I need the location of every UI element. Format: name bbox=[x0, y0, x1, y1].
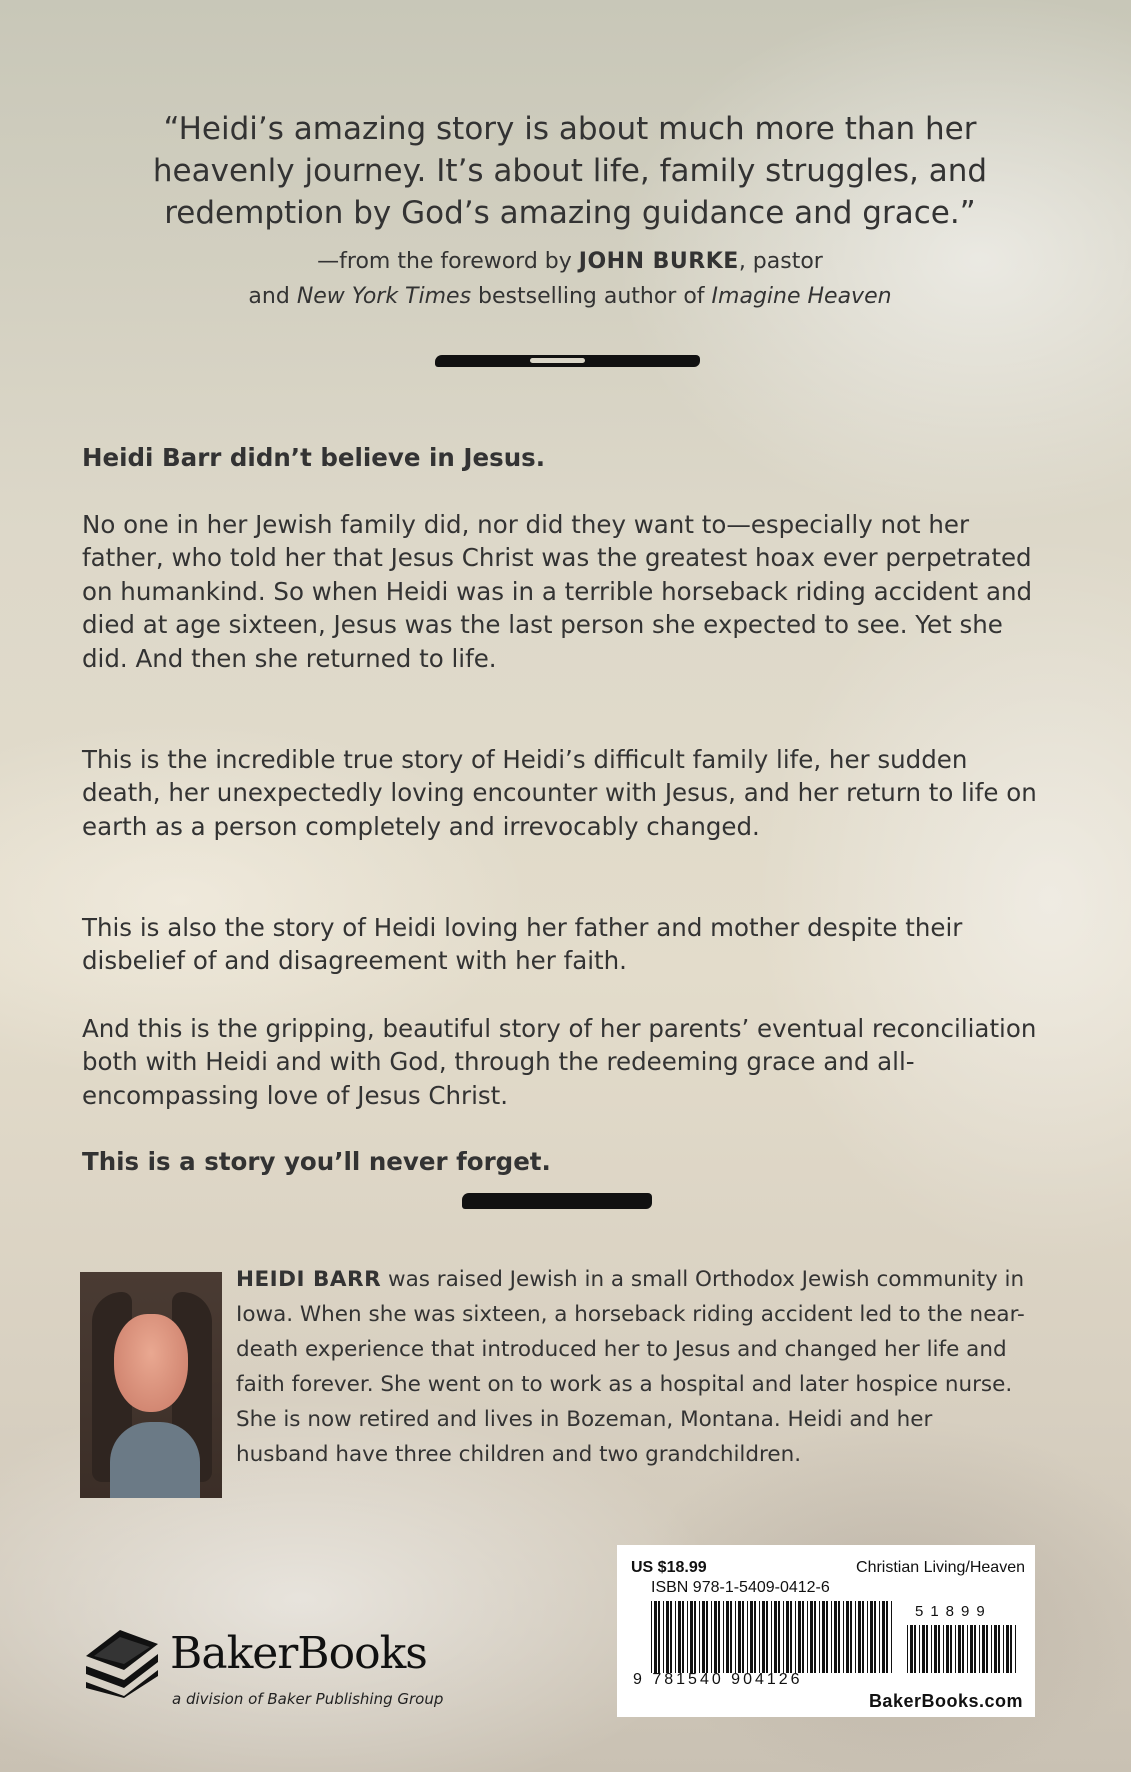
lead-sentence: Heidi Barr didn’t believe in Jesus. bbox=[82, 442, 546, 472]
brush-divider-bottom bbox=[462, 1193, 652, 1209]
quote-line-3: redemption by God’s amazing guidance and grace.” bbox=[164, 195, 976, 231]
attribution-publication: New York Times bbox=[296, 284, 472, 309]
price-barcode bbox=[907, 1625, 1019, 1673]
publisher-name: BakerBooks bbox=[170, 1628, 427, 1679]
price: US $18.99 bbox=[631, 1559, 707, 1576]
isbn: ISBN 978-1-5409-0412-6 bbox=[651, 1579, 830, 1596]
brush-divider-top bbox=[435, 355, 700, 367]
foreword-quote bbox=[90, 108, 1050, 234]
quote-line-1: “Heidi’s amazing story is about much more than her bbox=[163, 111, 977, 147]
isbn-barcode bbox=[651, 1601, 895, 1673]
description-paragraph-3: This is also the story of Heidi loving her father and mother despite their disbelief of and disagreement with her faith. bbox=[82, 912, 963, 975]
barcode-label bbox=[617, 1545, 1035, 1717]
quote-attribution bbox=[150, 244, 990, 314]
description-paragraph-4: And this is the gripping, beautiful story of her parents’ eventual reconciliation both with Heidi and with God, through the redeeming grace and all-encompassing love of Jesus Christ. bbox=[82, 1013, 1037, 1110]
attribution-middle: bestselling author of bbox=[471, 284, 712, 309]
quote-line-2: heavenly journey. It’s about life, family struggles, and bbox=[152, 153, 988, 189]
attribution-and: and bbox=[248, 284, 297, 309]
publisher-tagline: a division of Baker Publishing Group bbox=[172, 1690, 444, 1708]
description-paragraph-2: This is the incredible true story of Heidi’s difficult family life, her sudden death, her unexpectedly loving encounter with Jesus, and her return to life on earth as a person completely and irrevocably changed. bbox=[82, 744, 1037, 841]
book-stack-icon bbox=[82, 1626, 162, 1698]
attribution-line-1 bbox=[150, 244, 990, 279]
price-code: 51899 bbox=[915, 1603, 992, 1620]
attribution-book: Imagine Heaven bbox=[711, 284, 892, 309]
publisher-logo bbox=[82, 1620, 462, 1710]
website: BakerBooks.com bbox=[868, 1691, 1023, 1711]
attribution-line-2 bbox=[150, 279, 990, 314]
category: Christian Living/Heaven bbox=[856, 1559, 1025, 1576]
description-paragraph-1: No one in her Jewish family did, nor did they want to—especially not her father, who told her that Jesus Christ was the greatest hoax ever perpetrated on humankind. So when Heidi was in a terrible horseback riding accident and died at age sixteen, Jesus was the last person she expected to see. Yet she did. And then she returned to life. bbox=[82, 509, 1033, 673]
attribution-role: , pastor bbox=[738, 249, 823, 274]
attribution-prefix: —from the foreword by bbox=[317, 249, 579, 274]
author-photo bbox=[80, 1272, 222, 1498]
author-bio bbox=[236, 1262, 1026, 1472]
closing-sentence: This is a story you’ll never forget. bbox=[82, 1146, 551, 1176]
author-bio-text: was raised Jewish in a small Orthodox Jewish community in Iowa. When she was sixteen, a horseback riding accident led to the near-death experience that introduced her to Jesus and changed her life and faith forever. She went on to work as a hospital and later hospice nurse. She is now retired and lives in Bozeman, Montana. Heidi and her husband have three children and two grandchildren. bbox=[236, 1267, 1025, 1467]
attribution-author: JOHN BURKE bbox=[578, 249, 739, 274]
author-name: HEIDI BARR bbox=[236, 1267, 382, 1292]
barcode-digits: 9 781540 904126 bbox=[633, 1671, 803, 1688]
